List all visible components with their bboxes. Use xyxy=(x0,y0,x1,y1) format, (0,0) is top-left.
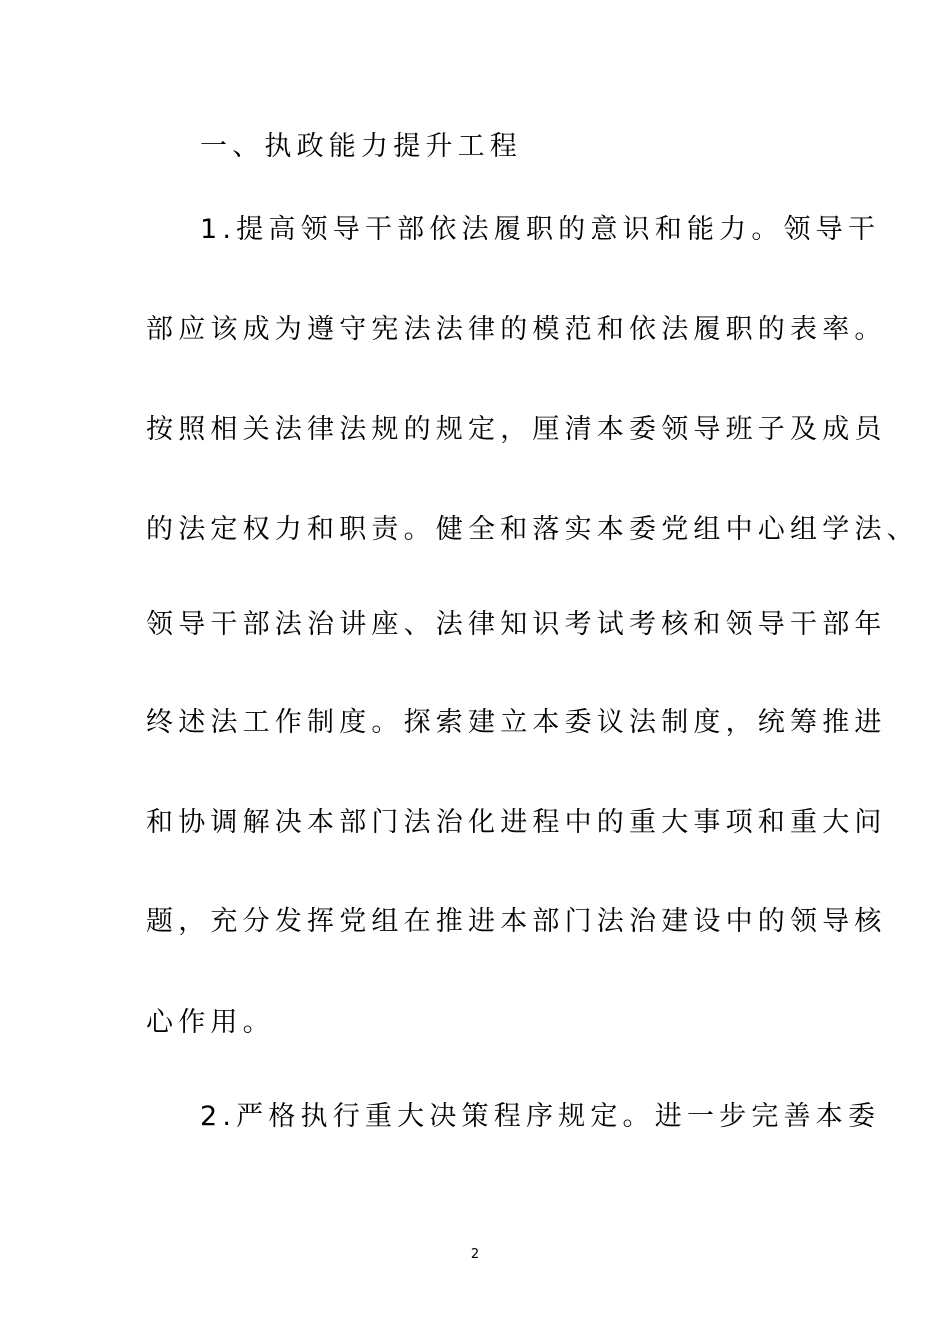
paragraph-1-line-5: 领导干部法治讲座、法律知识考试考核和领导干部年 xyxy=(146,609,887,640)
paragraph-1-line-3: 按照相关法律法规的规定，厘清本委领导班子及成员 xyxy=(146,414,887,445)
page-number: 2 xyxy=(470,1247,480,1262)
paragraph-1-line-2: 部应该成为遵守宪法法律的模范和依法履职的表率。 xyxy=(146,314,887,345)
paragraph-1-line-9: 心作用。 xyxy=(146,1007,275,1038)
section-heading: 一、执政能力提升工程 xyxy=(200,131,522,162)
paragraph-1-line-1: 1.提高领导干部依法履职的意识和能力。领导干 xyxy=(200,214,881,245)
paragraph-1-line-7: 和协调解决本部门法治化进程中的重大事项和重大问 xyxy=(146,807,887,838)
paragraph-1-line-8: 题，充分发挥党组在推进本部门法治建设中的领导核 xyxy=(146,906,887,937)
paragraph-2-line-1: 2.严格执行重大决策程序规定。进一步完善本委 xyxy=(200,1101,881,1132)
paragraph-1-line-6: 终述法工作制度。探索建立本委议法制度，统筹推进 xyxy=(146,707,887,738)
paragraph-1-line-4: 的法定权力和职责。健全和落实本委党组中心组学法、 xyxy=(146,514,919,545)
